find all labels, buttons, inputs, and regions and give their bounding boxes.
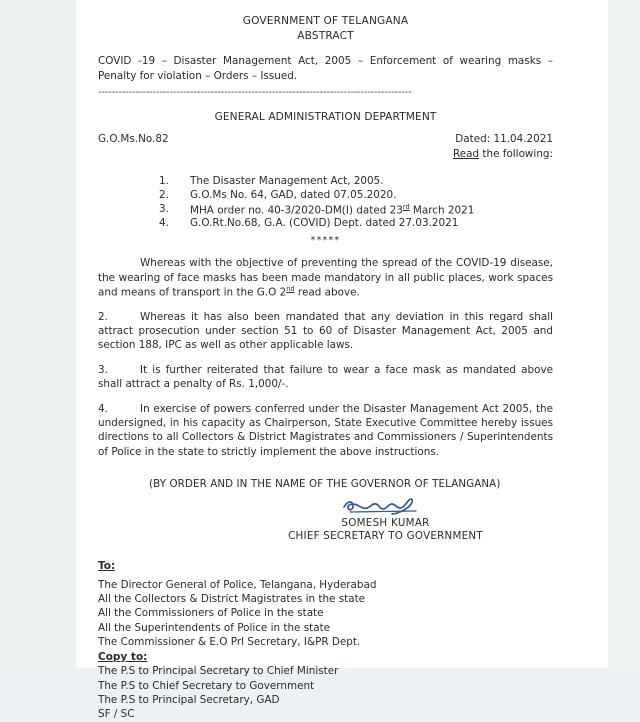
go-number: G.O.Ms.No.82 xyxy=(98,132,169,145)
ordinal-suffix: nd xyxy=(286,284,295,293)
reference-text: G.O.Rt.No.68, G.A. (COVID) Dept. dated 27.03.2021 xyxy=(190,217,459,230)
subject-line: COVID -19 – Disaster Management Act, 2005 – Enforcement of wearing masks – Penalty for violation – Orders – Issued. xyxy=(98,55,553,82)
page-gutter-left xyxy=(0,0,76,668)
list-item: The Commissioner & E.O Prl Secretary, I&PR Dept. xyxy=(98,635,361,648)
list-item xyxy=(159,217,553,231)
list-item: All the Commissioners of Police in the state xyxy=(98,607,324,620)
list-item: SF / SC xyxy=(98,707,135,720)
paragraph-4 xyxy=(98,402,553,459)
page-gutter-right xyxy=(608,0,640,668)
list-item: The P.S to Chief Secretary to Government xyxy=(98,679,315,692)
dashed-separator: -------------------------------------------------------------------------------------------- xyxy=(98,86,412,98)
asterisk-separator: ***** xyxy=(310,234,341,246)
abstract-label: ABSTRACT xyxy=(297,30,354,43)
document-page xyxy=(76,0,608,720)
reference-text-before: MHA order no. 40-3/2020-DM(I) dated 23 xyxy=(190,204,403,217)
paragraph-1-after: read above. xyxy=(294,286,360,299)
list-item: All the Collectors & District Magistrates in the state xyxy=(98,593,366,606)
to-list xyxy=(98,579,553,650)
reference-text: The Disaster Management Act, 2005. xyxy=(190,174,384,187)
copy-to-label: Copy to: xyxy=(98,650,148,663)
signatory-title: CHIEF SECRETARY TO GOVERNMENT xyxy=(288,530,483,543)
government-title: GOVERNMENT OF TELANGANA xyxy=(242,15,409,27)
paragraph-3-number: 3. xyxy=(98,363,108,376)
paragraph-4-number: 4. xyxy=(98,402,108,415)
paragraph-1-before: Whereas with the objective of preventing the spread of the COVID-19 disease, the wearing of face masks has been made mandatory in all public places, work spaces and means of transport in the G.O 2 xyxy=(98,257,553,299)
list-item xyxy=(159,203,553,217)
read-following-line xyxy=(98,148,553,162)
paragraph-1 xyxy=(98,256,553,300)
department-title: GENERAL ADMINISTRATION DEPARTMENT xyxy=(214,110,437,123)
reference-list xyxy=(159,175,553,232)
list-item: The Director General of Police, Telangana, Hyderabad xyxy=(98,578,377,591)
list-item xyxy=(159,189,553,203)
reference-number: 2. xyxy=(159,188,169,201)
reference-number: 1. xyxy=(159,174,169,187)
go-date: Dated: 11.04.2021 xyxy=(455,132,553,145)
list-item: All the Superintendents of Police in the state xyxy=(98,621,331,634)
reference-text xyxy=(190,203,474,218)
paragraph-2-number: 2. xyxy=(98,310,108,323)
paragraph-4-text: In exercise of powers conferred under the Disaster Management Act 2005, the undersigned, in his capacity as Chairperson, State Executive Committee hereby issues directions to all Collectors & District Magistrates and Commissioners / Superintendents of Police in the state to strictly implement the above instructions. xyxy=(98,402,553,458)
to-label: To: xyxy=(98,560,116,572)
signature-block xyxy=(98,494,553,544)
paragraph-2 xyxy=(98,310,553,353)
list-item: The P.S to Principal Secretary to Chief Minister xyxy=(98,665,339,678)
reference-number: 3. xyxy=(159,203,169,216)
copy-to-list xyxy=(98,665,553,722)
go-meta-row xyxy=(98,133,553,148)
ordinal-suffix: rd xyxy=(402,203,410,212)
list-item: The P.S to Principal Secretary, GAD xyxy=(98,693,280,706)
handwritten-signature-icon xyxy=(340,494,432,516)
reference-text: G.O.Ms No. 64, GAD, dated 07.05.2020. xyxy=(190,188,397,201)
by-order-line: (BY ORDER AND IN THE NAME OF THE GOVERNOR OF TELANGANA) xyxy=(149,477,501,490)
signatory-name: SOMESH KUMAR xyxy=(341,516,430,529)
reference-text-after: March 2021 xyxy=(409,204,475,217)
reference-number: 4. xyxy=(159,217,169,230)
paragraph-3-text: It is further reiterated that failure to wear a face mask as mandated above shall attract a penalty of Rs. 1,000/-. xyxy=(98,363,553,391)
read-following-rest: the following: xyxy=(479,147,553,160)
paragraph-3 xyxy=(98,363,553,392)
paragraph-2-text: Whereas it has also been mandated that any deviation in this regard shall attract prosecution under section 51 to 60 of Disaster Management Act, 2005 and section 188, IPC as well as other applicable laws. xyxy=(98,310,553,352)
list-item xyxy=(159,175,553,189)
read-word: Read xyxy=(453,147,480,160)
